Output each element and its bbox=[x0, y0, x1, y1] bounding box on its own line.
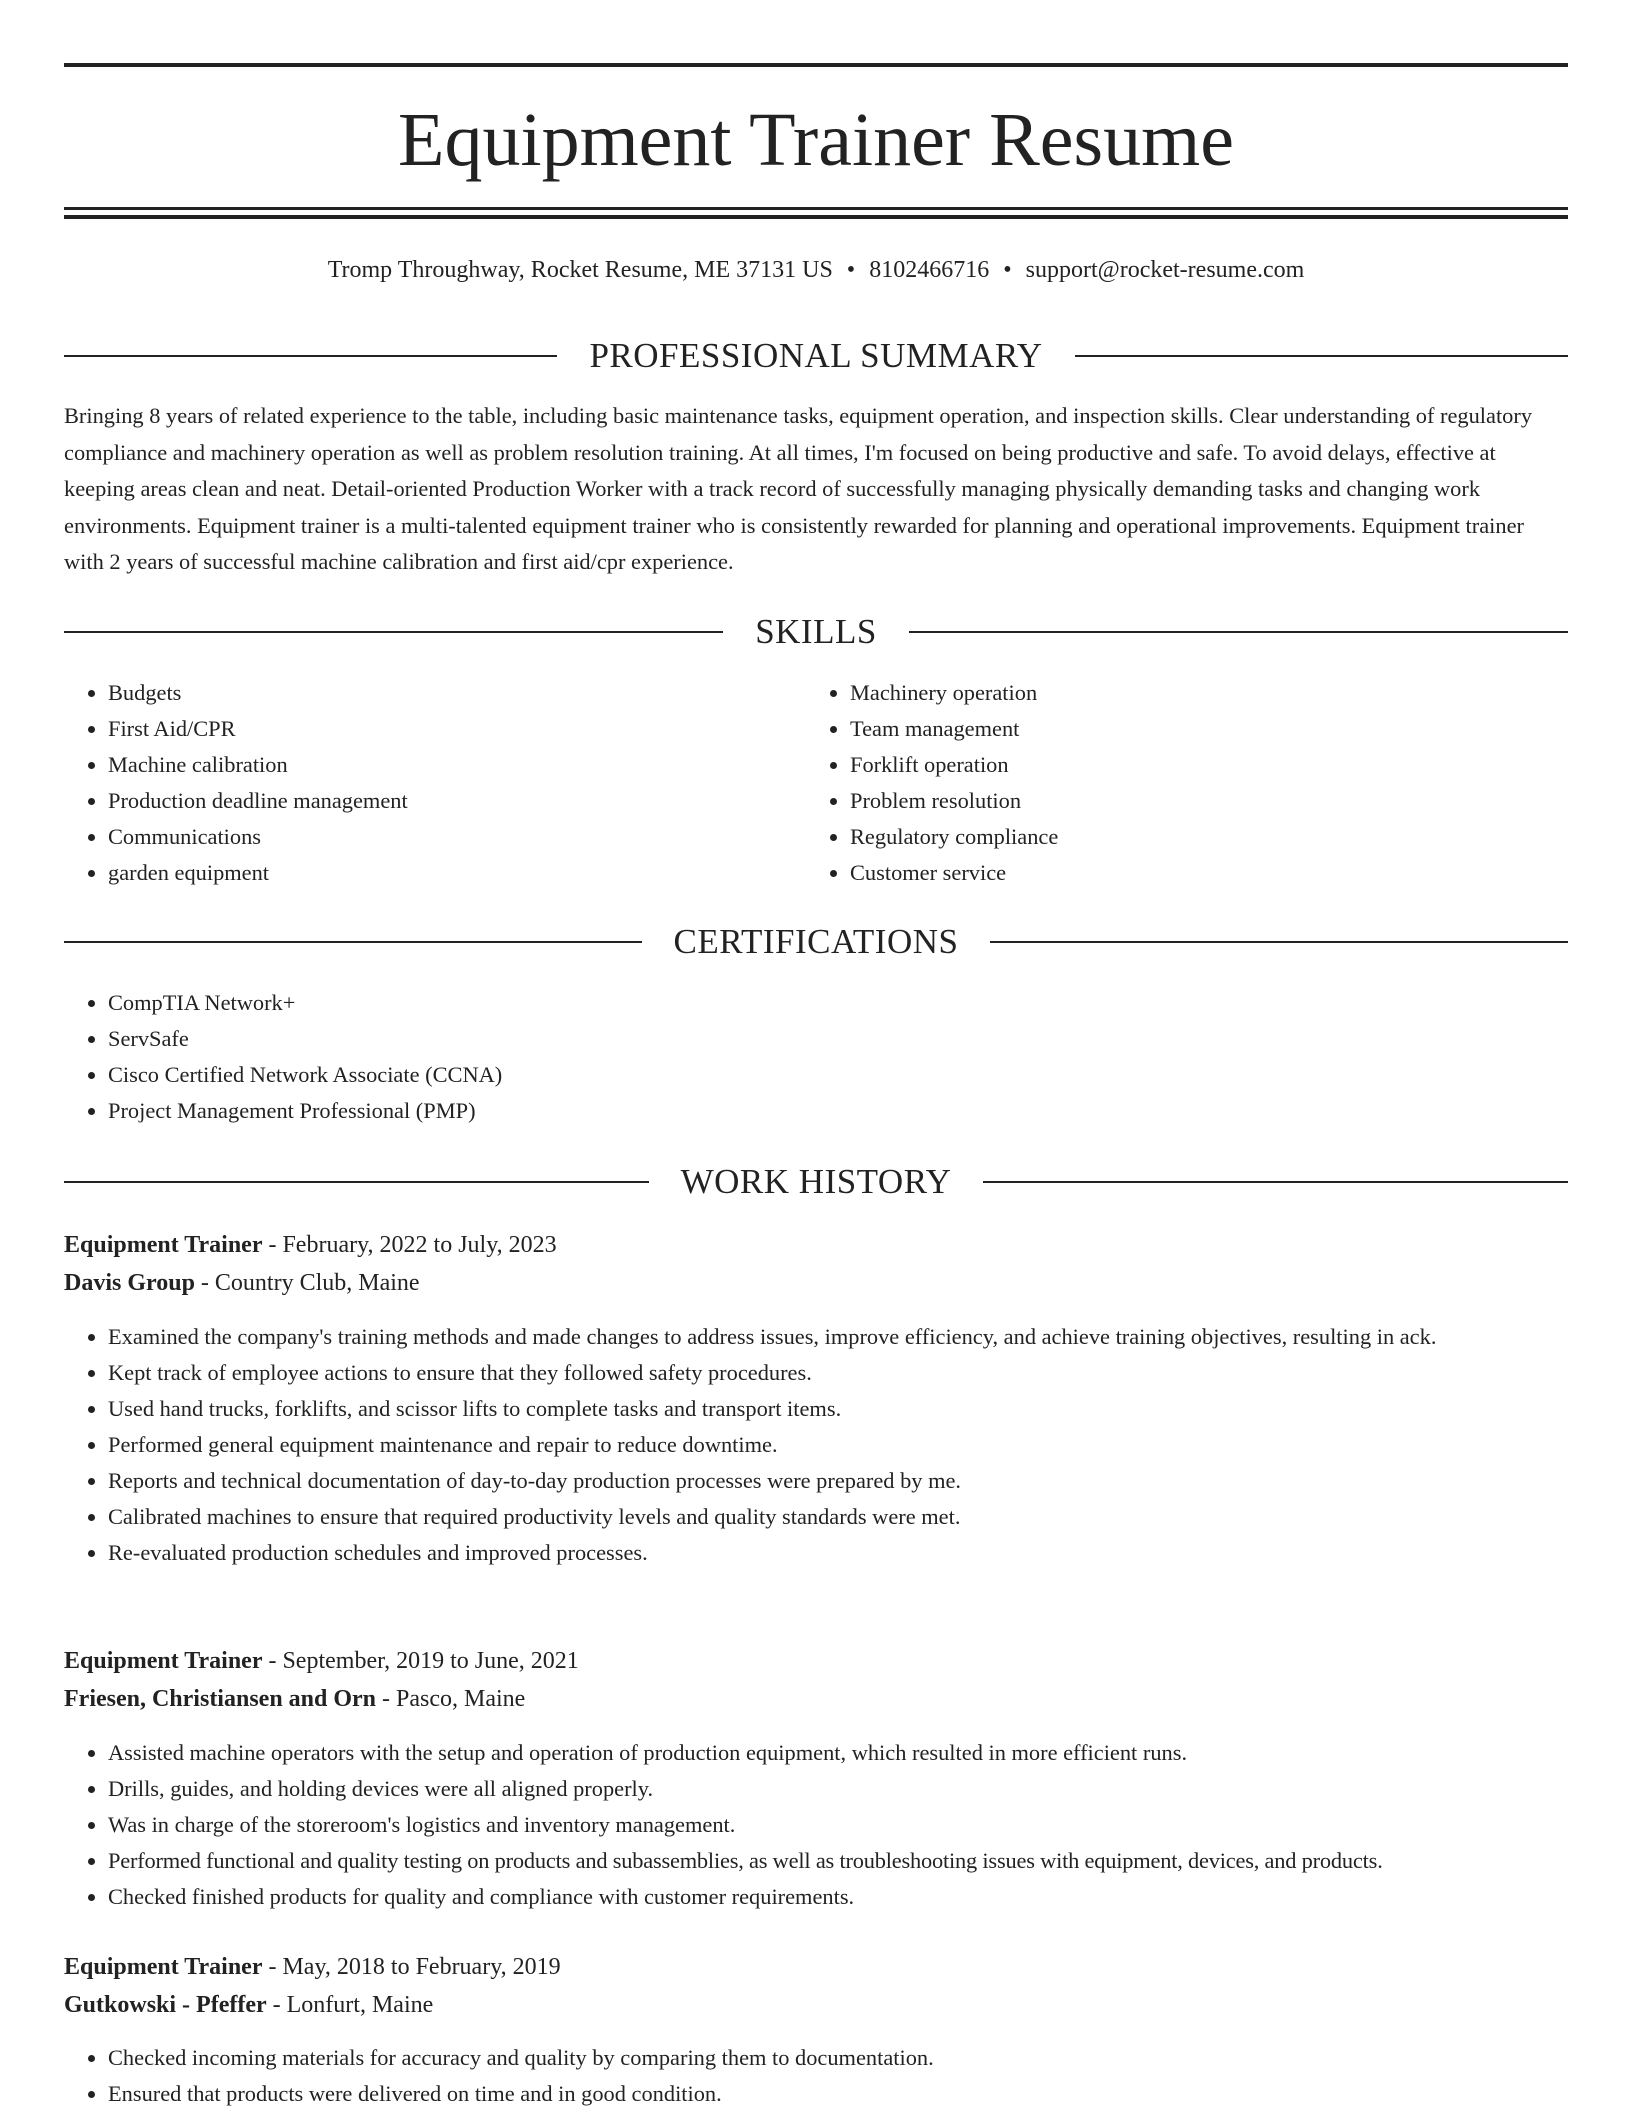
certification-item: • Cisco Certified Network Associate (CCNA) bbox=[108, 1057, 1568, 1093]
job-title-line bbox=[64, 1948, 1568, 1986]
skill-item: • Production deadline management bbox=[108, 783, 808, 819]
job-title: Equipment Trainer bbox=[64, 1232, 263, 1258]
certification-item: • ServSafe bbox=[108, 1021, 1568, 1057]
top-rule bbox=[64, 63, 1568, 67]
skill-item: • garden equipment bbox=[108, 855, 808, 891]
job-bullet: • Was in charge of the storeroom's logistics and inventory management. bbox=[108, 1807, 1612, 1843]
contact-phone: 8102466716 bbox=[869, 257, 990, 283]
resume-title: Equipment Trainer Resume bbox=[398, 98, 1234, 182]
job-company: Gutkowski - Pfeffer bbox=[64, 1992, 267, 2018]
skill-item: • Budgets bbox=[108, 675, 808, 711]
contact-line bbox=[64, 252, 1568, 288]
job-company-line bbox=[64, 1680, 1568, 1718]
job-bullet: • Re-evaluated production schedules and improved processes. bbox=[108, 1535, 1568, 1571]
job-bullet: • Calibrated machines to ensure that required productivity levels and quality standards were met. bbox=[108, 1499, 1568, 1535]
job-bullet: • Performed general equipment maintenance and repair to reduce downtime. bbox=[108, 1427, 1568, 1463]
skill-item: • Forklift operation bbox=[850, 747, 1550, 783]
job-heading bbox=[64, 1948, 1568, 2024]
skill-item: • Customer service bbox=[850, 855, 1550, 891]
job-title: Equipment Trainer bbox=[64, 1954, 263, 1980]
section-header-summary bbox=[64, 334, 1568, 378]
contact-separator: • bbox=[846, 257, 856, 283]
title-double-rule-upper bbox=[64, 207, 1568, 210]
job-bullet: • Checked incoming materials for accuracy and quality by comparing them to documentation. bbox=[108, 2040, 1568, 2076]
section-header-work-history bbox=[64, 1160, 1568, 1204]
contact-address: Tromp Throughway, Rocket Resume, ME 37131 US bbox=[327, 257, 833, 283]
job-bullet: • Assisted machine operators with the setup and operation of production equipment, which resulted in more efficient runs. bbox=[108, 1735, 1612, 1771]
job-bullet: • Checked finished products for quality and compliance with customer requirements. bbox=[108, 1879, 1612, 1915]
job-bullets bbox=[64, 1735, 1612, 1915]
section-rule-right bbox=[909, 631, 1568, 633]
job-heading bbox=[64, 1642, 1568, 1718]
job-bullet: • Kept track of employee actions to ensure that they followed safety procedures. bbox=[108, 1355, 1568, 1391]
section-rule-right bbox=[990, 941, 1568, 943]
skill-item: • Machinery operation bbox=[850, 675, 1550, 711]
job-dates: - September, 2019 to June, 2021 bbox=[262, 1648, 579, 1674]
certification-item: • CompTIA Network+ bbox=[108, 985, 1568, 1021]
job-bullets bbox=[64, 1319, 1568, 1571]
section-title-certifications: CERTIFICATIONS bbox=[673, 922, 959, 961]
job-company: Friesen, Christiansen and Orn bbox=[64, 1686, 377, 1712]
section-title-skills: SKILLS bbox=[755, 612, 877, 651]
skills-list-right bbox=[806, 675, 1550, 891]
section-title-summary: PROFESSIONAL SUMMARY bbox=[589, 336, 1043, 375]
job-bullet: • Ensured that products were delivered on time and in good condition. bbox=[108, 2076, 1568, 2112]
section-rule-right bbox=[1075, 355, 1568, 357]
skill-item: • Problem resolution bbox=[850, 783, 1550, 819]
contact-separator: • bbox=[1003, 257, 1012, 283]
skill-item: • Machine calibration bbox=[108, 747, 808, 783]
section-rule-right bbox=[983, 1181, 1568, 1183]
certification-item: • Project Management Professional (PMP) bbox=[108, 1093, 1568, 1129]
job-bullet: • Performed functional and quality testing on products and subassemblies, as well as troubleshooting issues with equipment, devices, and products. bbox=[108, 1843, 1612, 1879]
section-rule-left bbox=[64, 941, 642, 943]
job-heading bbox=[64, 1226, 1568, 1302]
job-bullet: • Reports and technical documentation of day-to-day production processes were prepared by me. bbox=[108, 1463, 1568, 1499]
job-title: Equipment Trainer bbox=[64, 1648, 263, 1674]
job-dates: - May, 2018 to February, 2019 bbox=[262, 1954, 561, 1980]
skills-list-left bbox=[64, 675, 808, 891]
section-rule-left bbox=[64, 355, 557, 357]
contact-email: support@rocket-resume.com bbox=[1025, 257, 1305, 283]
section-header-skills bbox=[64, 610, 1568, 654]
job-location: - Pasco, Maine bbox=[376, 1686, 526, 1712]
section-rule-left bbox=[64, 631, 723, 633]
job-title-line bbox=[64, 1226, 1568, 1264]
skill-item: • Team management bbox=[850, 711, 1550, 747]
section-rule-left bbox=[64, 1181, 649, 1183]
title-double-rule-lower bbox=[64, 215, 1568, 219]
skill-item: • Regulatory compliance bbox=[850, 819, 1550, 855]
job-location: - Lonfurt, Maine bbox=[266, 1992, 434, 2018]
job-company: Davis Group bbox=[64, 1270, 195, 1296]
skill-item: • Communications bbox=[108, 819, 808, 855]
job-title-line bbox=[64, 1642, 1568, 1680]
skill-item: • First Aid/CPR bbox=[108, 711, 808, 747]
job-company-line bbox=[64, 1264, 1568, 1302]
job-location: - Country Club, Maine bbox=[194, 1270, 420, 1296]
summary-paragraph: Bringing 8 years of related experience to the table, including basic maintenance tasks, equipment operation, and inspection skills. Clear understanding of regulatory compliance and machinery operation as well as problem resolution training. At all times, I'm focused on being productive and safe. To avoid delays, effective at keeping areas clean and neat. Detail-oriented Production Worker with a track record of successfully managing physically demanding tasks and changing work environments. Equipment trainer is a multi-talented equipment trainer who is consistently rewarded for planning and operational improvements. Equipment trainer with 2 years of successful machine calibration and first aid/cpr experience. bbox=[64, 403, 1533, 574]
section-header-certifications bbox=[64, 920, 1568, 964]
job-bullet: • Drills, guides, and holding devices were all aligned properly. bbox=[108, 1771, 1612, 1807]
section-title-work-history: WORK HISTORY bbox=[680, 1162, 952, 1201]
certifications-list bbox=[64, 985, 1568, 1129]
job-dates: - February, 2022 to July, 2023 bbox=[262, 1232, 557, 1258]
job-bullets bbox=[64, 2040, 1568, 2112]
job-company-line bbox=[64, 1986, 1568, 2024]
job-bullet: • Used hand trucks, forklifts, and scissor lifts to complete tasks and transport items. bbox=[108, 1391, 1568, 1427]
job-bullet: • Examined the company's training methods and made changes to address issues, improve efficiency, and achieve training objectives, resulting in ack. bbox=[108, 1319, 1568, 1355]
